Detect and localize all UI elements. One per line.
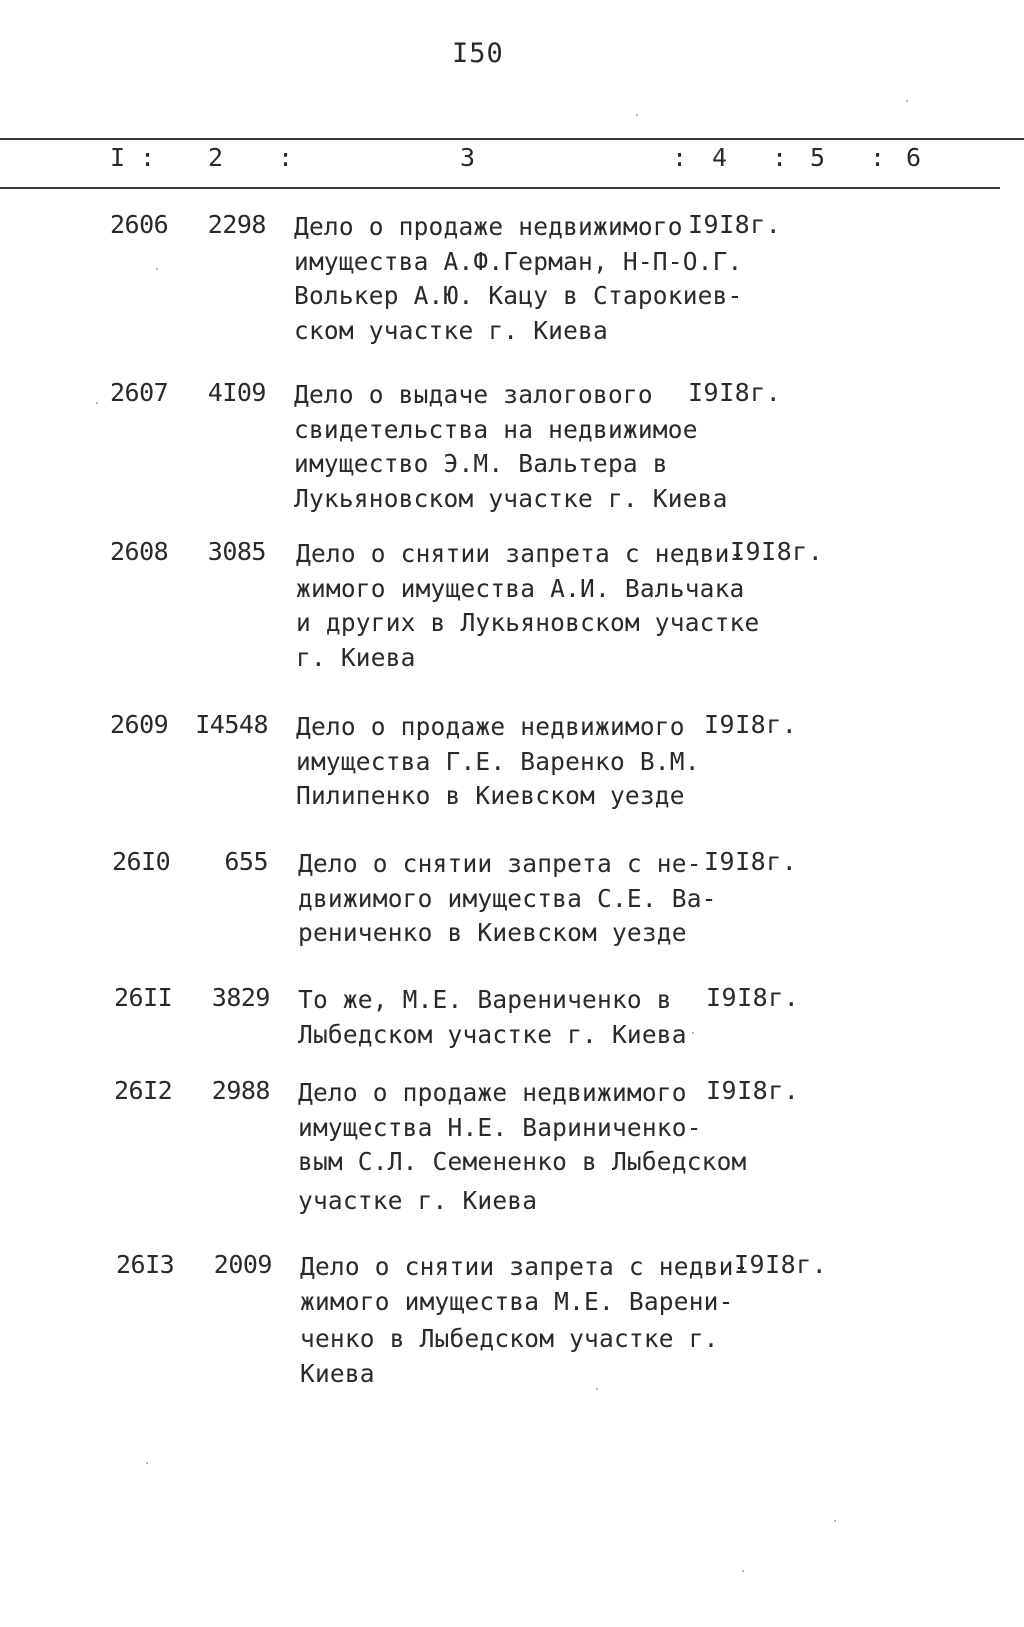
column-header-2: 2 [208, 143, 224, 172]
case-date: I9I8г. [704, 847, 798, 876]
case-title-line: То же, М.Е. Варениченко в [298, 985, 672, 1014]
case-title [300, 1250, 749, 1391]
scan-speck [906, 100, 908, 102]
case-title-line: Дело о выдаче залогового [294, 380, 653, 409]
entry-number: 2609 [110, 710, 169, 739]
column-header-3: 3 [460, 143, 476, 172]
case-title-line: Дело о продаже недвижимого [296, 712, 685, 741]
column-header-4: 4 [712, 143, 728, 172]
entry-number: 26II [114, 983, 173, 1012]
case-date: I9I8г. [706, 983, 800, 1012]
case-title-line: Пилипенко в Киевском уезде [296, 781, 685, 810]
case-title-line: жимого имущества М.Е. Варени- [300, 1286, 734, 1316]
scan-speck [96, 402, 98, 404]
case-title-line: Лукьяновском участке г. Киева [294, 483, 728, 513]
case-date: I9I8г. [688, 378, 782, 407]
case-title-line: Дело о продаже недвижимого [294, 212, 683, 241]
case-title [298, 847, 717, 951]
entry-number: 26I3 [116, 1250, 175, 1279]
column-separator-1: : [140, 143, 156, 172]
case-title-line: и других в Лукьяновском участке [296, 608, 760, 637]
case-number: I4548 [195, 710, 268, 739]
column-separator-4: : [772, 143, 788, 172]
case-title-line: имущество Э.М. Вальтера в [294, 449, 668, 478]
entry-number: 2606 [110, 210, 169, 239]
case-title-line: Киева [300, 1358, 375, 1388]
case-title-line: имущества А.Ф.Герман, Н-П-О.Г. [294, 246, 743, 276]
case-title-line: Волькер А.Ю. Кацу в Старокиев- [294, 281, 743, 310]
column-header-6: 6 [906, 143, 922, 172]
case-number: 2009 [213, 1250, 272, 1279]
case-number: 4I09 [207, 378, 266, 407]
case-title-line: Дело о продаже недвижимого [298, 1078, 687, 1107]
case-number: 2988 [211, 1076, 270, 1105]
case-title-line: Лыбедском участке г. Киева [298, 1019, 687, 1049]
column-separator-5: : [870, 143, 886, 172]
column-separator-3: : [672, 143, 688, 172]
case-date: I9I8г. [734, 1250, 828, 1279]
scan-speck [636, 114, 638, 116]
case-date: I9I8г. [688, 210, 782, 239]
case-title-line: движимого имущества С.Е. Ва- [298, 883, 717, 913]
column-header-5: 5 [810, 143, 826, 172]
entry-number: 26I2 [114, 1076, 173, 1105]
case-number: 3829 [211, 983, 270, 1012]
column-header-1: I [110, 143, 126, 172]
case-date: I9I8г. [730, 537, 824, 566]
case-title-line: ченко в Лыбедском участке г. [300, 1324, 719, 1353]
case-title-line: жимого имущества А.И. Вальчака [296, 573, 745, 603]
case-title-line: свидетельства на недвижимое [294, 414, 698, 444]
scan-speck [742, 1570, 744, 1572]
case-title-line: участке г. Киева [298, 1185, 538, 1215]
case-title [296, 537, 759, 675]
page-number: I50 [452, 38, 504, 69]
case-number: 2298 [207, 210, 266, 239]
case-title-line: имущества Г.Е. Варенко В.М. [296, 746, 700, 776]
scan-speck [596, 1388, 598, 1390]
case-title-line: Дело о снятии запрета с недви- [300, 1252, 749, 1281]
case-date: I9I8г. [706, 1076, 800, 1105]
entry-number: 26I0 [112, 847, 171, 876]
case-title-line: ском участке г. Киева [294, 315, 608, 345]
table-header-bottom-rule [0, 187, 1000, 189]
case-title-line: г. Киева [296, 642, 416, 672]
case-title [296, 710, 700, 814]
case-title [294, 378, 728, 516]
case-title [298, 1076, 747, 1218]
case-number: 655 [224, 847, 268, 876]
column-separator-2: : [278, 143, 294, 172]
entry-number: 2607 [110, 378, 169, 407]
case-title [298, 983, 687, 1052]
case-title-line: Дело о снятии запрета с недви- [296, 539, 745, 568]
case-title-line: Дело о снятии запрета с не- [298, 849, 702, 878]
case-date: I9I8г. [704, 710, 798, 739]
scan-speck [834, 1520, 836, 1522]
case-title [294, 210, 743, 348]
table-top-rule [0, 138, 1024, 140]
case-title-line: рениченко в Киевском уезде [298, 918, 687, 947]
case-title-line: имущества Н.Е. Вариниченко- [298, 1112, 702, 1142]
scan-speck [156, 268, 158, 270]
entry-number: 2608 [110, 537, 169, 566]
scan-speck [146, 1462, 148, 1464]
scan-speck [692, 1032, 694, 1034]
case-title-line: вым С.Л. Семененко в Лыбедском [298, 1147, 747, 1176]
case-number: 3085 [207, 537, 266, 566]
